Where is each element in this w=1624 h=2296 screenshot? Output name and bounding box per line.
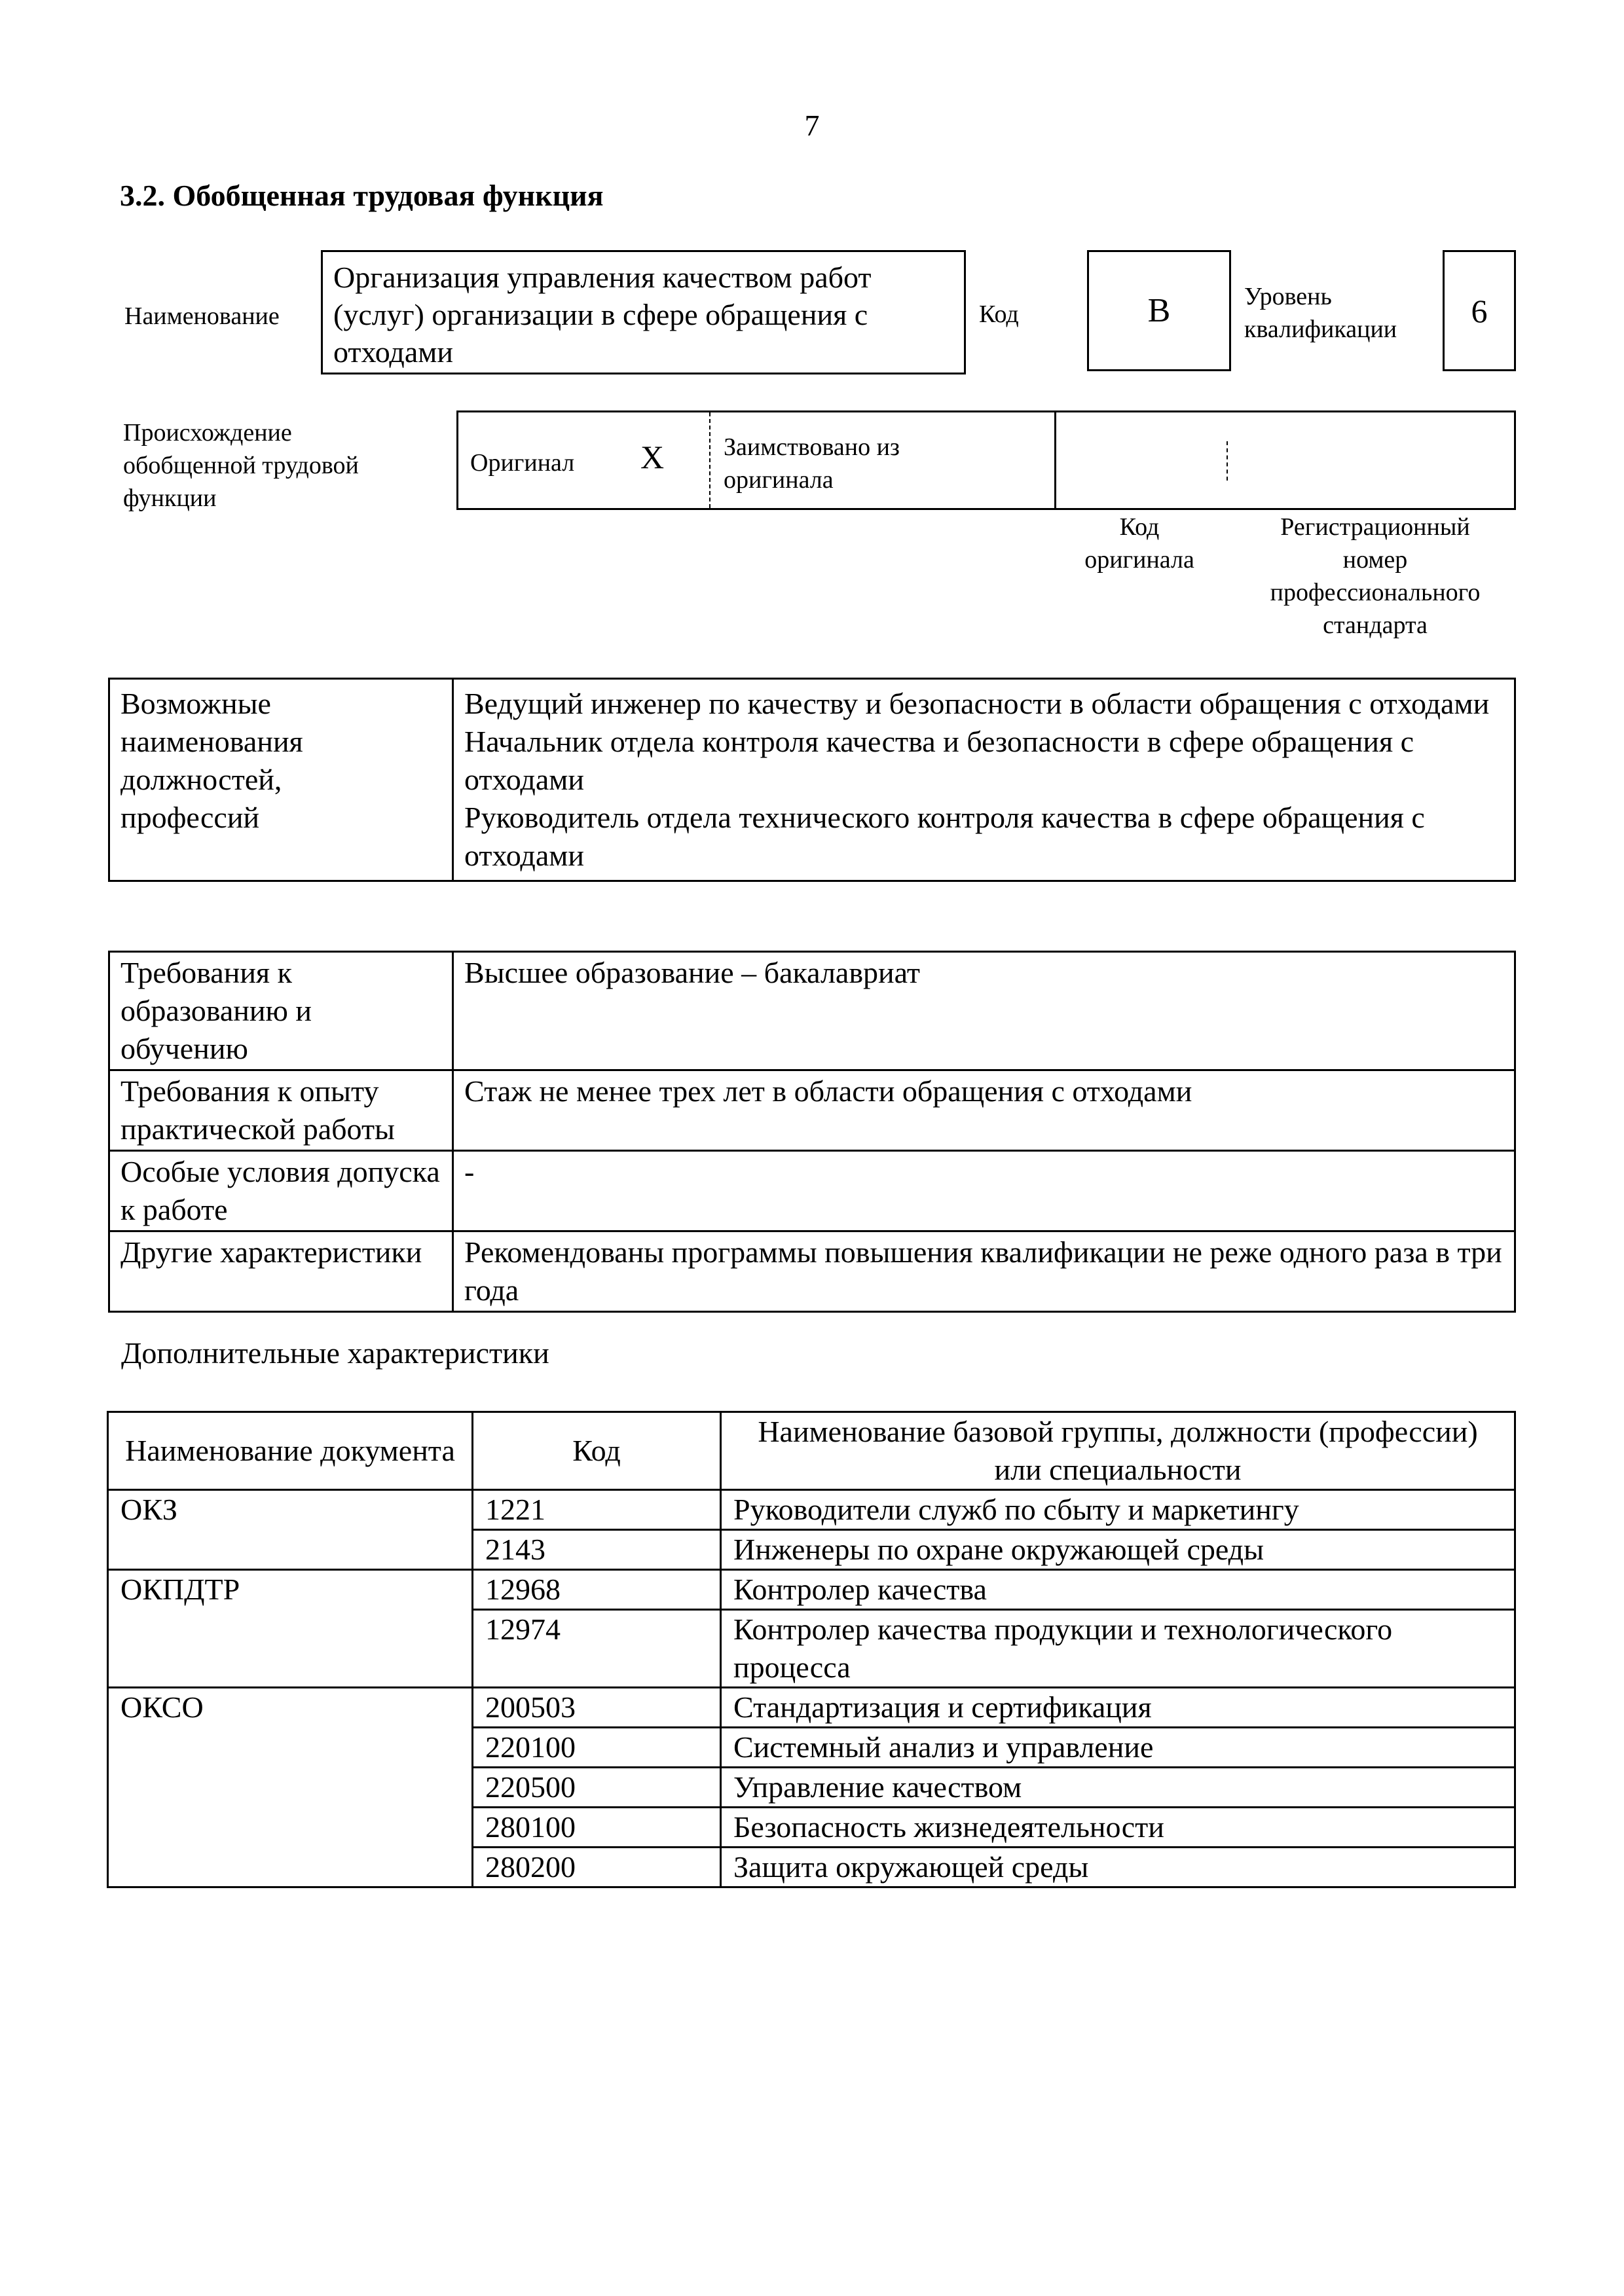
borrowed-label-line: оригинала: [724, 466, 834, 494]
code-cell: 12968: [473, 1570, 721, 1610]
code-value: B: [1147, 292, 1171, 329]
requirement-label: Требования к образованию и обучению: [109, 952, 453, 1070]
requirement-row: [109, 952, 1515, 1070]
column-header: Наименование документа: [108, 1412, 473, 1490]
positions-label-line: Возможные: [120, 687, 271, 720]
code-cell: 220500: [473, 1768, 721, 1808]
code-cell: 2143: [473, 1530, 721, 1570]
name-cell: Безопасность жизнедеятельности: [721, 1808, 1515, 1848]
column-header: Наименование базовой группы, должности (профессии) или специальности: [721, 1412, 1515, 1490]
table-header-row: [108, 1412, 1515, 1490]
function-name-line: отходами: [333, 335, 453, 369]
code-cell: 280200: [473, 1848, 721, 1887]
caption-line: номер: [1342, 546, 1408, 574]
table-row: [108, 1728, 1515, 1768]
positions-label-cell: [109, 679, 453, 881]
code-cell: 1221: [473, 1490, 721, 1530]
borrowed-label-line: Заимствовано из: [724, 433, 900, 461]
position-item: Ведущий инженер по качеству и безопасности в области обращения с отходами: [464, 687, 1490, 720]
code-label: Код: [979, 301, 1019, 328]
additional-table: [107, 1411, 1516, 1888]
origin-table: [456, 410, 1516, 510]
code-cell: 280100: [473, 1808, 721, 1848]
code-value-box: [1087, 250, 1231, 371]
origin-original-cell: [458, 412, 710, 508]
requirement-value: Рекомендованы программы повышения квалификации не реже одного раза в три года: [453, 1231, 1515, 1312]
level-value: 6: [1471, 292, 1488, 329]
origin-code-cell: [1056, 412, 1518, 508]
requirement-value: Стаж не менее трех лет в области обращения с отходами: [453, 1070, 1515, 1151]
doc-cell: [108, 1530, 473, 1570]
doc-cell: [108, 1728, 473, 1768]
doc-cell: ОКЗ: [108, 1490, 473, 1530]
caption-line: Регистрационный: [1280, 513, 1470, 541]
origin-label-line: обобщенной трудовой: [123, 452, 359, 479]
name-label: Наименование: [124, 302, 280, 330]
page-number: 7: [804, 109, 820, 142]
table-row: [108, 1610, 1515, 1688]
table-row: [108, 1848, 1515, 1887]
level-label-line: Уровень: [1244, 283, 1332, 310]
section-title: 3.2. Обобщенная трудовая функция: [120, 179, 604, 212]
requirements-table: [108, 951, 1516, 1313]
requirement-row: [109, 1151, 1515, 1231]
function-name-line: Организация управления качеством работ: [333, 261, 872, 294]
table-row: [108, 1768, 1515, 1808]
caption-line: оригинала: [1084, 546, 1194, 574]
positions-label-line: наименования: [120, 725, 303, 758]
requirement-label: Особые условия допуска к работе: [109, 1151, 453, 1231]
name-cell: Инженеры по охране окружающей среды: [721, 1530, 1515, 1570]
requirement-row: [109, 1231, 1515, 1312]
name-cell: Системный анализ и управление: [721, 1728, 1515, 1768]
requirement-value: Высшее образование – бакалавриат: [453, 952, 1515, 1070]
caption-line: профессионального: [1270, 579, 1481, 606]
name-cell: Контролер качества: [721, 1570, 1515, 1610]
level-value-box: [1443, 250, 1516, 371]
table-row: [108, 1490, 1515, 1530]
origin-borrowed-cell: [710, 412, 1056, 508]
code-cell: 200503: [473, 1688, 721, 1728]
dashed-divider: [1227, 441, 1228, 481]
doc-cell: [108, 1808, 473, 1848]
requirement-label: Требования к опыту практической работы: [109, 1070, 453, 1151]
requirement-row: [109, 1070, 1515, 1151]
table-row: [108, 1530, 1515, 1570]
original-code-caption: [1054, 511, 1225, 576]
name-cell: Защита окружающей среды: [721, 1848, 1515, 1887]
original-label: Оригинал: [470, 449, 575, 477]
doc-cell: [108, 1848, 473, 1887]
position-item: Руководитель отдела технического контроля качества в сфере обращения с отходами: [464, 801, 1425, 872]
table-row: [108, 1808, 1515, 1848]
level-label: [1244, 280, 1397, 346]
code-cell: 220100: [473, 1728, 721, 1768]
doc-cell: ОКПДТР: [108, 1570, 473, 1610]
table-row: [108, 1688, 1515, 1728]
origin-label: [123, 416, 359, 515]
name-cell: Управление качеством: [721, 1768, 1515, 1808]
caption-line: Код: [1119, 513, 1160, 541]
positions-label-line: профессий: [120, 801, 260, 834]
origin-label-line: Происхождение: [123, 419, 292, 446]
name-cell: Контролер качества продукции и технологического процесса: [721, 1610, 1515, 1688]
function-name-line: (услуг) организации в сфере обращения с: [333, 298, 868, 331]
column-header: Код: [473, 1412, 721, 1490]
positions-label-line: должностей,: [120, 763, 282, 796]
doc-cell: ОКСО: [108, 1688, 473, 1728]
name-cell: Руководители служб по сбыту и маркетингу: [721, 1490, 1515, 1530]
borrowed-label: [724, 431, 900, 496]
code-cell: 12974: [473, 1610, 721, 1688]
registration-number-caption: [1231, 511, 1519, 642]
requirement-value: -: [453, 1151, 1515, 1231]
name-cell: Стандартизация и сертификация: [721, 1688, 1515, 1728]
additional-title: Дополнительные характеристики: [121, 1336, 549, 1370]
origin-label-line: функции: [123, 484, 217, 512]
table-row: [108, 1570, 1515, 1610]
position-item: Начальник отдела контроля качества и безопасности в сфере обращения с отходами: [464, 725, 1414, 796]
positions-list-cell: [453, 679, 1515, 881]
requirement-label: Другие характеристики: [109, 1231, 453, 1312]
function-name-box: [321, 250, 966, 374]
level-label-line: квалификации: [1244, 316, 1397, 343]
original-mark: X: [640, 439, 665, 475]
doc-cell: [108, 1768, 473, 1808]
doc-cell: [108, 1610, 473, 1688]
caption-line: стандарта: [1323, 611, 1428, 639]
positions-table: [108, 678, 1516, 882]
